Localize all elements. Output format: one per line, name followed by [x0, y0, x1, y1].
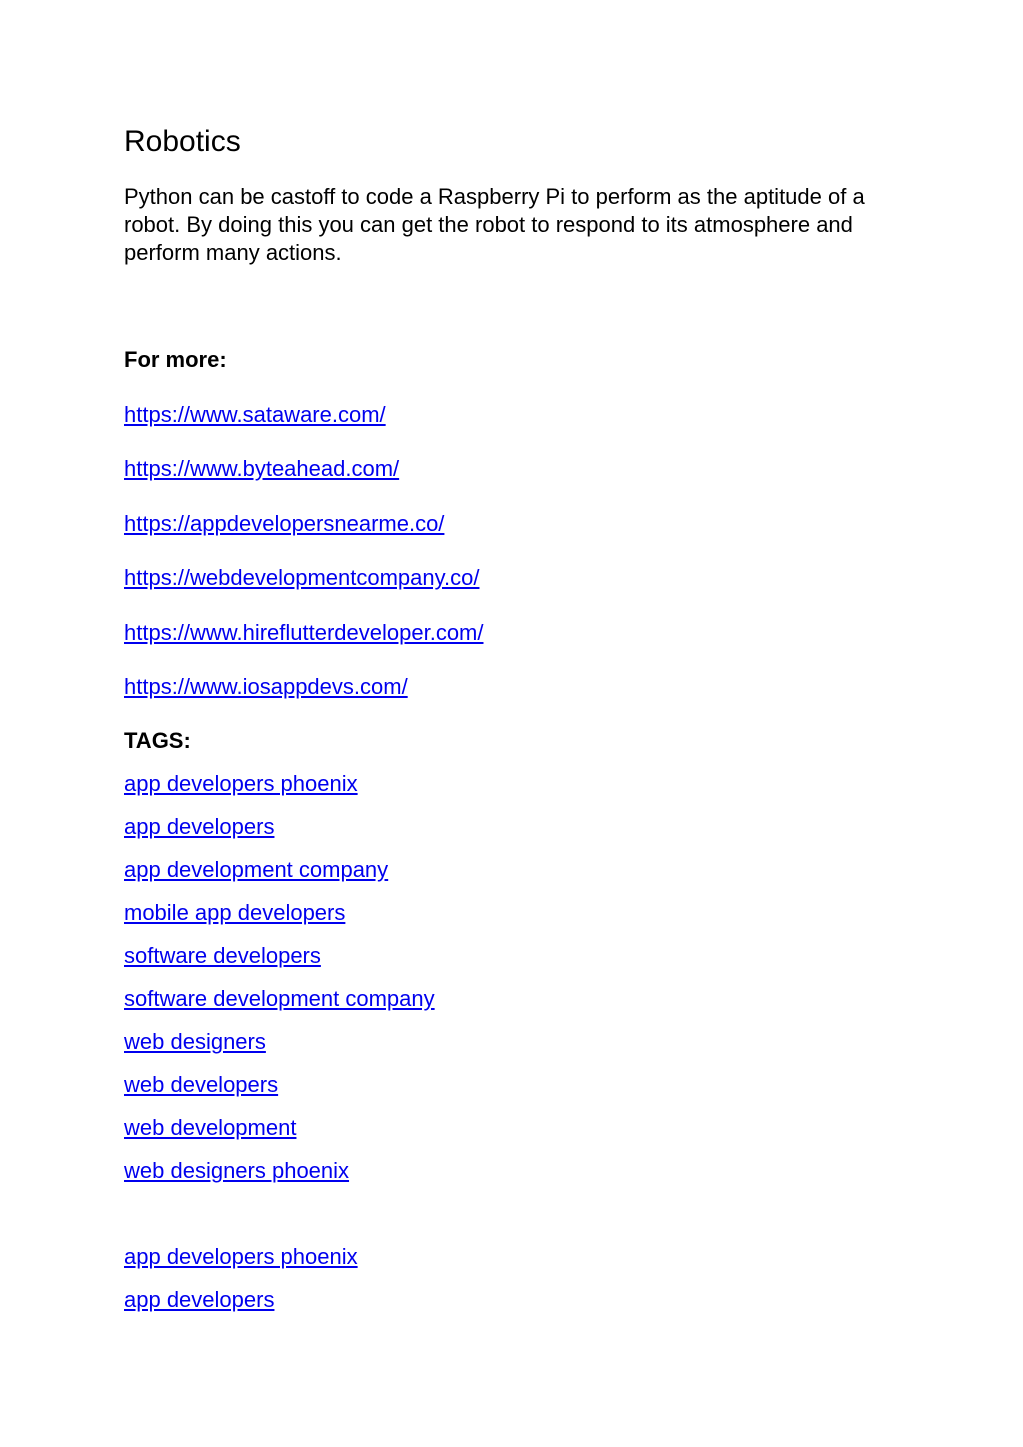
for-more-label: For more: — [124, 347, 227, 372]
for-more-link-webdevelopmentcompany[interactable]: https://webdevelopmentcompany.co/ — [124, 565, 480, 590]
section-paragraph: Python can be castoff to code a Raspberry Pi to perform as the aptitude of a robot. By doing this you can get the robot to respond to its atmosphere and perform many actions. — [124, 184, 865, 265]
tag-link-app-developers-phoenix[interactable]: app developers phoenix — [124, 771, 358, 796]
tag-link-mobile-app-developers[interactable]: mobile app developers — [124, 900, 346, 925]
tag-link-software-developers[interactable]: software developers — [124, 943, 321, 968]
for-more-link-sataware[interactable]: https://www.sataware.com/ — [124, 402, 386, 427]
extra-tag-link-app-developers[interactable]: app developers — [124, 1287, 275, 1312]
for-more-link-byteahead[interactable]: https://www.byteahead.com/ — [124, 456, 400, 481]
tag-link-web-designers-phoenix[interactable]: web designers phoenix — [124, 1158, 350, 1183]
tag-link-web-designers[interactable]: web designers — [124, 1029, 266, 1054]
tag-link-software-development-company[interactable]: software development company — [124, 986, 435, 1011]
tag-link-web-developers[interactable]: web developers — [124, 1072, 279, 1097]
tag-link-web-development[interactable]: web development — [124, 1115, 297, 1140]
extra-tag-link-app-developers-phoenix[interactable]: app developers phoenix — [124, 1244, 358, 1269]
section-title: Robotics — [124, 125, 241, 158]
for-more-link-appdevelopersnearme[interactable]: https://appdevelopersnearme.co/ — [124, 511, 445, 536]
tag-link-app-development-company[interactable]: app development company — [124, 857, 389, 882]
tags-label: TAGS: — [124, 728, 191, 753]
for-more-link-iosappdevs[interactable]: https://www.iosappdevs.com/ — [124, 674, 408, 699]
tag-link-app-developers[interactable]: app developers — [124, 814, 275, 839]
for-more-link-hireflutterdeveloper[interactable]: https://www.hireflutterdeveloper.com/ — [124, 620, 484, 645]
